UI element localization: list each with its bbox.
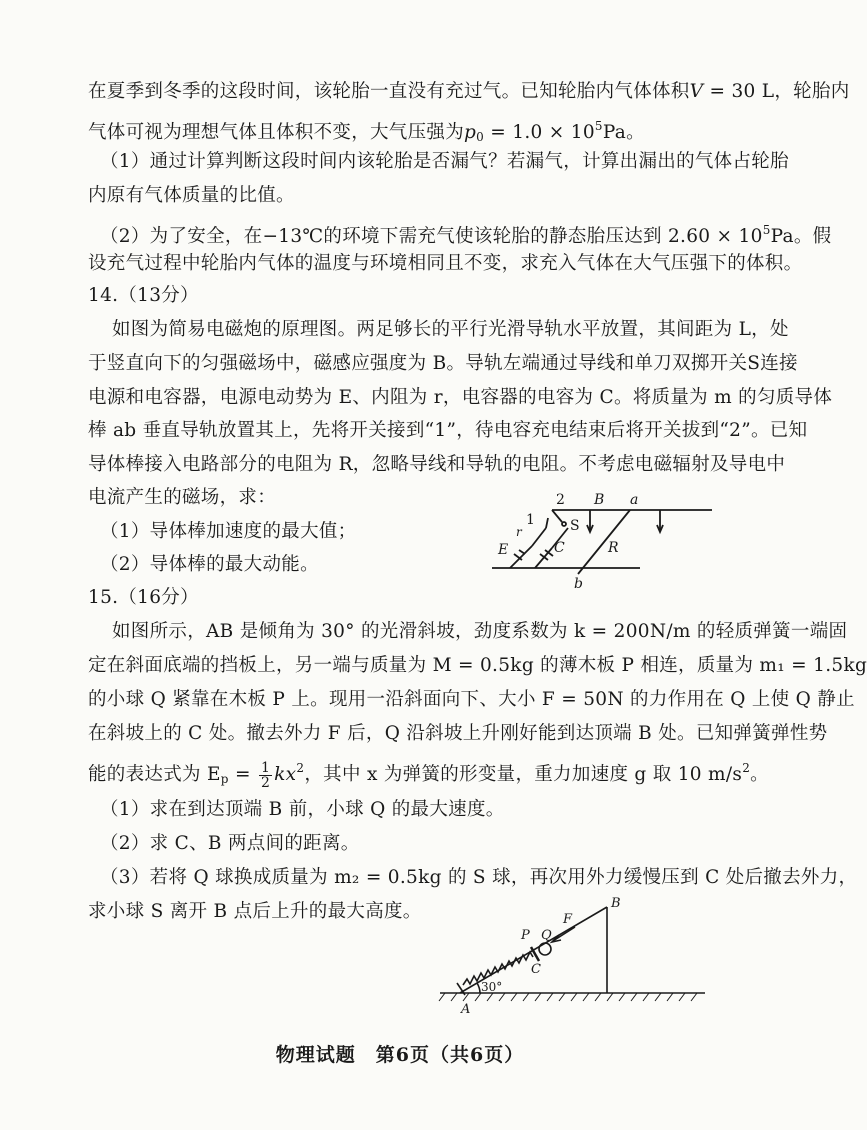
switch-lever (552, 510, 562, 522)
q13-part2-line1-b: Pa。假 (770, 226, 832, 247)
q13-part2-line1 (100, 218, 831, 249)
q14-sub-1: （1）导体棒加速度的最大值； (100, 521, 357, 542)
intro-line-1 (88, 80, 850, 104)
q14-sub-2: （2）导体棒的最大动能。 (100, 554, 319, 575)
q13-part1-line1: （1）通过计算判断这段时间内该轮胎是否漏气？若漏气，计算出漏出的气体占轮胎 (100, 151, 789, 172)
railgun-circuit-figure (490, 490, 715, 590)
q15-sub-3-line2: 求小球 S 离开 B 点后上升的最大高度。 (88, 901, 422, 922)
half-fraction (259, 761, 272, 790)
q13-part1-line2: 内原有气体质量的比值。 (88, 185, 295, 206)
label-2: 2 (556, 492, 565, 508)
q15-line-2: 定在斜面底端的挡板上，另一端与质量为 M = 0.5kg 的薄木板 P 相连，质量为 m₁ = 1.5kg (88, 655, 867, 676)
label-R: R (608, 540, 619, 556)
q13-part2-line2: 设充气过程中轮胎内气体的温度与环境相同且不变，求充入气体在大气压强下的体积。 (88, 253, 803, 274)
intro-line-1-b: = 30 L，轮胎内 (703, 81, 850, 102)
label-a: a (630, 492, 639, 508)
label-P: P (521, 928, 530, 943)
q14-line-3: 电源和电容器，电源电动势为 E、内阻为 r，电容器的电容为 C。将质量为 m 的匀质导体 (88, 387, 833, 408)
q15-line-5-e: 。 (750, 764, 769, 785)
pressure-subscript: 0 (476, 130, 485, 144)
label-B-top: B (611, 896, 621, 911)
q14-line-4: 棒 ab 垂直导轨放置其上，先将开关接到“1”，待电容充电结束后将开关拔到“2”。已知 (88, 420, 808, 441)
q15-sub-1: （1）求在到达顶端 B 前，小球 Q 的最大速度。 (100, 799, 505, 820)
q14-line-2: 于竖直向下的匀强磁场中，磁感应强度为 B。导轨左端通过导线和单刀双掷开关S连接 (88, 353, 798, 374)
switch-contact-1 (546, 518, 548, 528)
label-r: r (516, 525, 522, 539)
q14-line-5: 导体棒接入电路部分的电阻为 R，忽略导线和导轨的电阻。不考虑电磁辐射及导电中 (88, 454, 786, 475)
label-C-point: C (531, 962, 541, 977)
fraction-denominator: 2 (260, 774, 271, 791)
label-F: F (563, 912, 573, 927)
exponent: 5 (594, 119, 603, 133)
intro-line-2 (88, 114, 645, 149)
label-angle: 30° (481, 980, 503, 994)
force-arrow-F (553, 927, 575, 941)
q15-line-5 (88, 756, 769, 791)
q15-sub-3-line1: （3）若将 Q 球换成质量为 m₂ = 0.5kg 的 S 球，再次用外力缓慢压到 C 处后撤去外力， (100, 867, 858, 888)
q15-sub-2: （2）求 C、B 两点间的距离。 (100, 833, 360, 854)
q13-exponent: 5 (762, 223, 771, 237)
switch-pivot (562, 522, 566, 526)
label-A: A (461, 1002, 471, 1017)
g-unit-exponent: 2 (742, 761, 751, 775)
fraction-numerator: 1 (260, 759, 271, 776)
conductor-rod-ab (578, 510, 630, 574)
pressure-symbol: p (464, 122, 477, 143)
q13-part2-line1-a: （2）为了安全，在−13℃的环境下需充气使该轮胎的静态胎压达到 2.60 × 10 (100, 226, 763, 247)
angle-arc (477, 983, 480, 993)
source-branch (510, 546, 532, 568)
q15-header: 15.（16分） (88, 587, 199, 608)
incline-spring-figure (435, 895, 725, 1020)
volume-symbol: V (689, 81, 704, 102)
q15-line-4: 在斜坡上的 C 处。撤去外力 F 后，Q 沿斜坡上升刚好能到达顶端 B 处。已知弹簧弹性势 (88, 723, 828, 744)
intro-line-2-b: = 1.0 × 10 (484, 122, 595, 143)
q15-line-5-a: 能的表达式为 E (88, 764, 221, 785)
q14-header: 14.（13分） (88, 285, 199, 306)
q14-line-1: 如图为简易电磁炮的原理图。两足够长的平行光滑导轨水平放置，其间距为 L，处 (112, 319, 789, 340)
capacitor-branch (535, 548, 552, 568)
intro-line-2-a: 气体可视为理想气体且体积不变，大气压强为 (88, 122, 465, 143)
q15-line-5-c: kx (274, 764, 297, 785)
label-b: b (574, 576, 583, 592)
x-squared-exponent: 2 (296, 761, 305, 775)
label-Q: Q (541, 928, 552, 943)
label-C: C (554, 540, 565, 556)
q15-line-3: 的小球 Q 紧靠在木板 P 上。现用一沿斜面向下、大小 F = 50N 的力作用在 Q 上使 Q 静止 (88, 689, 855, 710)
label-E: E (498, 542, 509, 558)
page-footer: 物理试题 第6页（共6页） (275, 1044, 525, 1066)
q14-line-6: 电流产生的磁场，求： (88, 487, 277, 508)
q15-line-5-b: = (228, 764, 257, 785)
label-1: 1 (526, 512, 535, 528)
label-B: B (594, 492, 605, 508)
ep-subscript: p (220, 772, 229, 786)
ground-hatching (439, 993, 697, 1001)
q15-line-1: 如图所示，AB 是倾角为 30° 的光滑斜坡，劲度系数为 k = 200N/m 的轻质弹簧一端固 (112, 621, 848, 642)
label-S: S (570, 518, 580, 534)
intro-line-2-c: Pa。 (602, 122, 645, 143)
q15-line-5-d: ，其中 x 为弹簧的形变量，重力加速度 g 取 10 m/s (304, 764, 743, 785)
intro-line-1-a: 在夏季到冬季的这段时间，该轮胎一直没有充过气。已知轮胎内气体体积 (88, 81, 690, 102)
ball-Q (539, 943, 551, 955)
